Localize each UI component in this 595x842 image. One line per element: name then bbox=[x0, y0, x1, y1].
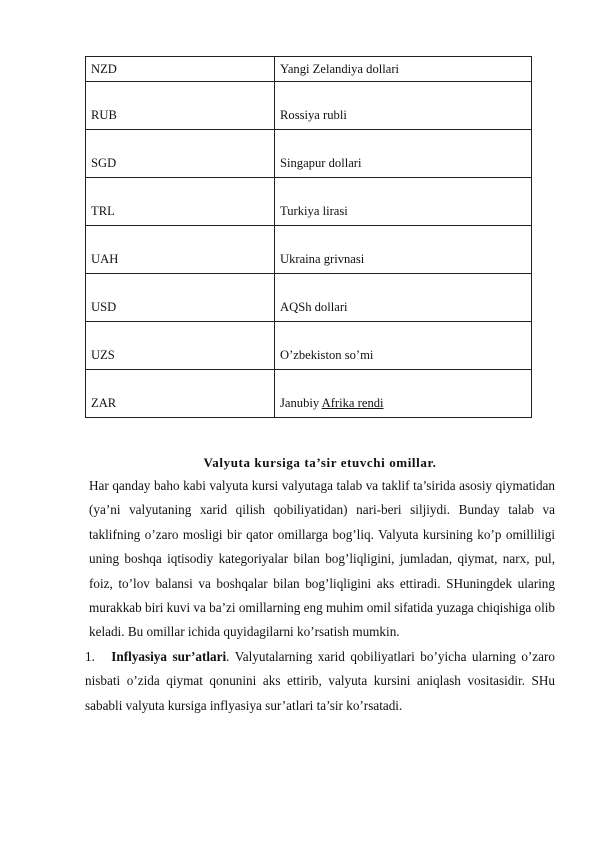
currency-code-cell: UZS bbox=[86, 322, 275, 370]
currency-name-cell: Singapur dollari bbox=[275, 130, 532, 178]
table-row bbox=[86, 178, 532, 226]
currency-name-prefix: Janubiy bbox=[280, 396, 322, 410]
currency-code-cell: USD bbox=[86, 274, 275, 322]
currency-code-cell: SGD bbox=[86, 130, 275, 178]
section-heading: Valyuta kursiga ta’sir etuvchi omillar. bbox=[203, 455, 437, 470]
currency-name-cell bbox=[275, 370, 532, 418]
currency-name-cell: Rossiya rubli bbox=[275, 82, 532, 130]
table-row bbox=[86, 322, 532, 370]
table-row bbox=[86, 130, 532, 178]
paragraph: Har qanday baho kabi valyuta kursi valyutaga talab va taklif ta’sirida asosiy qiymatidan (ya’ni valyutaning xarid qilish qobiliyatidan) nari-beri siljiydi. Bunday talab va taklifning o’zaro mosligi bir qator omillarga bog’liq. Valyuta kursining ko’p omilliligi uning boshqa iqtisodiy kategoriyalar bilan bog’liqligini, jumladan, qiymat, narx, pul, foiz, to’lov balansi va boshqalar bilan bog’liqligini aks ettiradi. SHuningdek ularing murakkab biri kuvi va ba’zi omillarning eng muhim omil sifatida yuzaga chiqishiga olib keladi. Bu omillar ichida quyidagilarni ko’rsatish mumkin. bbox=[89, 478, 555, 640]
currency-code-cell: RUB bbox=[86, 82, 275, 130]
currency-name-cell: Turkiya lirasi bbox=[275, 178, 532, 226]
currency-code-table bbox=[85, 56, 532, 418]
table-row bbox=[86, 274, 532, 322]
currency-name-cell: AQSh dollari bbox=[275, 274, 532, 322]
table-row bbox=[86, 370, 532, 418]
table-row bbox=[86, 57, 532, 82]
currency-name-cell: Yangi Zelandiya dollari bbox=[275, 57, 532, 82]
list-item-term: Inflyasiya sur’atlari bbox=[111, 648, 227, 664]
currency-name-cell: Ukraina grivnasi bbox=[275, 226, 532, 274]
body-text bbox=[85, 474, 555, 718]
list-item-text: . Valyutalarning xarid qobiliyatlari bo’yicha ularning o’zaro nisbati o’zida qiymat qonunini aks ettirib, valyuta kursini aniqlash vositasidir. SHu sababli valyuta kursiga inflyasiya sur’atlari ta’sir ko’rsatadi. bbox=[85, 648, 555, 713]
list-item-number: 1. bbox=[85, 648, 95, 664]
currency-code-cell: TRL bbox=[86, 178, 275, 226]
currency-code-cell: UAH bbox=[86, 226, 275, 274]
currency-code-cell: ZAR bbox=[86, 370, 275, 418]
afrika-rendi-link[interactable]: Afrika rendi bbox=[321, 396, 384, 410]
table-row bbox=[86, 226, 532, 274]
currency-code-cell: NZD bbox=[86, 57, 275, 82]
currency-name-cell: O’zbekiston so’mi bbox=[275, 322, 532, 370]
list-item bbox=[85, 645, 555, 718]
table-row bbox=[86, 82, 532, 130]
